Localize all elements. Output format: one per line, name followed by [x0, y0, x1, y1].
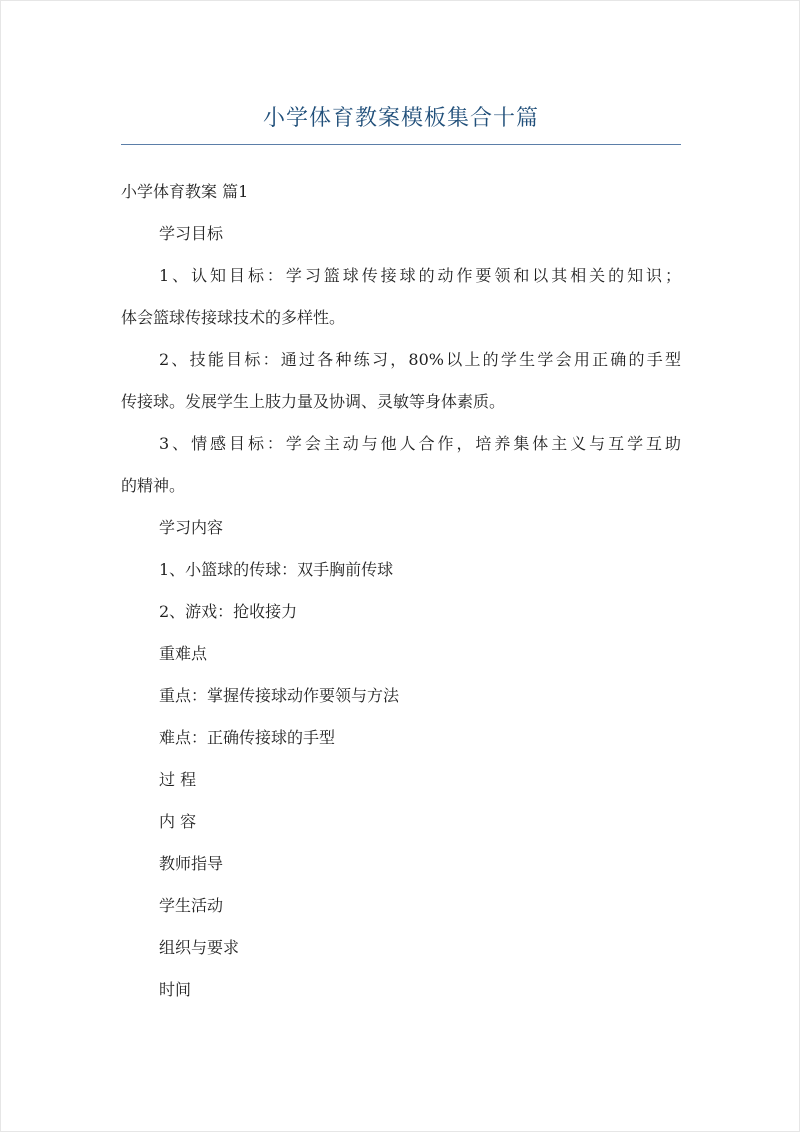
goal-cognitive-line2: 体会篮球传接球技术的多样性。 [121, 308, 346, 327]
goal-cognitive-line1: 1、认知目标：学习篮球传接球的动作要领和以其相关的知识； [159, 266, 681, 285]
section-heading: 小学体育教案 篇1 [121, 182, 249, 201]
title-divider [121, 144, 681, 145]
goal-emotion-line1: 3、情感目标：学会主动与他人合作，培养集体主义与互学互助 [159, 434, 681, 453]
goal-skill-line2: 传接球。发展学生上肢力量及协调、灵敏等身体素质。 [121, 392, 506, 411]
heading-learning-content: 学习内容 [159, 518, 224, 537]
goal-skill-line1: 2、技能目标：通过各种练习，80%以上的学生学会用正确的手型 [159, 350, 681, 369]
key-point: 重点：掌握传接球动作要领与方法 [159, 686, 400, 705]
label-teacher-guidance: 教师指导 [159, 854, 224, 873]
label-time: 时间 [159, 980, 192, 999]
content-item-1: 1、小篮球的传球：双手胸前传球 [159, 560, 394, 579]
label-process: 过 程 [159, 770, 197, 789]
content-item-2: 2、游戏：抢收接力 [159, 602, 298, 621]
difficult-point: 难点：正确传接球的手型 [159, 728, 336, 747]
heading-key-points: 重难点 [159, 644, 208, 663]
label-student-activity: 学生活动 [159, 896, 224, 915]
label-content: 内 容 [159, 812, 197, 831]
document-title: 小学体育教案模板集合十篇 [262, 106, 539, 131]
heading-learning-goals: 学习目标 [159, 224, 224, 243]
document-body [121, 171, 681, 1011]
label-organization: 组织与要求 [159, 938, 240, 957]
goal-emotion-line2: 的精神。 [121, 476, 186, 495]
